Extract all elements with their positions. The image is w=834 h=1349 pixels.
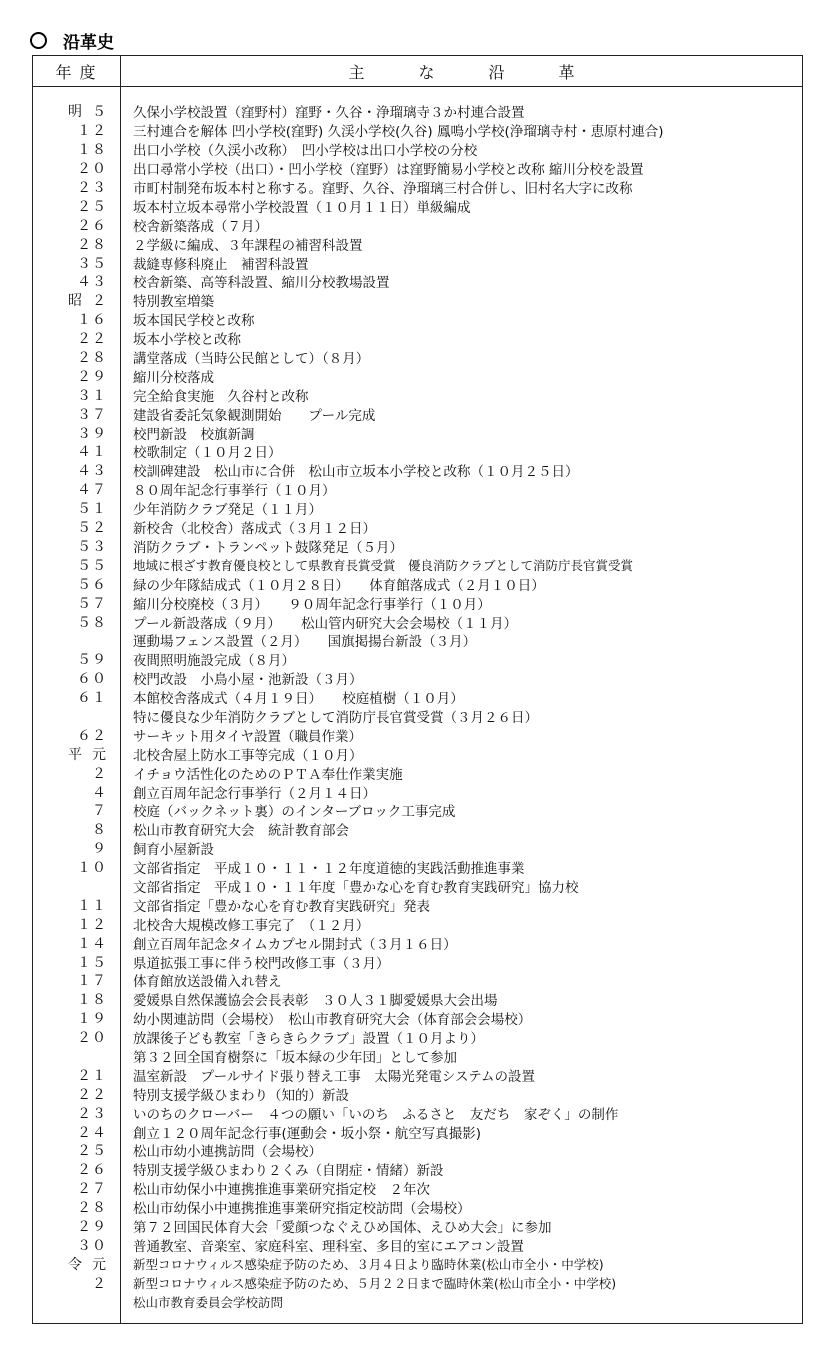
row-event: 飼育小屋新設 bbox=[133, 842, 214, 859]
row-year-number: １８ bbox=[77, 142, 107, 159]
table-row bbox=[32, 782, 803, 801]
row-event: 坂本村立坂本尋常小学校設置（１０月１１日）単級編成 bbox=[133, 199, 471, 216]
row-year-number: ９ bbox=[92, 841, 107, 858]
row-event: 文部省指定 平成１０・１１年度「豊かな心を育む教育実践研究」協力校 bbox=[133, 879, 579, 896]
row-year bbox=[32, 668, 107, 688]
row-event: 校訓碑建設 松山市に合併 松山市立坂本小学校と改称（１０月２５日） bbox=[133, 464, 579, 481]
row-year-number: １５ bbox=[77, 954, 107, 971]
table-row bbox=[32, 272, 803, 291]
row-year bbox=[32, 763, 107, 783]
title-text: 沿革史 bbox=[63, 32, 114, 53]
row-event: 創立百周年記念タイムカプセル開封式（３月１６日） bbox=[133, 936, 457, 953]
row-year-number: 元 bbox=[92, 746, 107, 763]
row-year-number: １９ bbox=[77, 1011, 107, 1028]
row-event: 校門新設 校旗新調 bbox=[133, 426, 255, 443]
row-year-number: ２０ bbox=[77, 161, 107, 178]
row-year bbox=[32, 1084, 107, 1104]
table-row bbox=[32, 763, 803, 782]
row-event: 創立百周年記念行事挙行（２月１４日） bbox=[133, 785, 376, 802]
table-row bbox=[32, 1028, 803, 1047]
table-row bbox=[32, 215, 803, 234]
table-row bbox=[32, 234, 803, 253]
row-year bbox=[32, 158, 107, 178]
row-year-number: ３９ bbox=[77, 425, 107, 442]
row-year bbox=[32, 819, 107, 839]
row-era: 令 bbox=[68, 1256, 92, 1273]
row-event: 消防クラブ・トランペット鼓隊発足（５月） bbox=[133, 539, 403, 556]
row-year-number: ３７ bbox=[77, 406, 107, 423]
row-event: ２学級に編成、３年課程の補習科設置 bbox=[133, 237, 363, 254]
row-year-number: ２０ bbox=[77, 1030, 107, 1047]
row-year-number: ４１ bbox=[77, 444, 107, 461]
row-event: 校門改設 小鳥小屋・池新設（３月） bbox=[133, 672, 363, 689]
table-row bbox=[32, 291, 803, 310]
row-event: 校舎新築落成（７月） bbox=[133, 218, 268, 235]
table-row bbox=[32, 178, 803, 197]
row-event: 新型コロナウィルス感染症予防のため、５月２２日まで臨時休業(松山市全小・中学校) bbox=[133, 1275, 617, 1291]
table-row bbox=[32, 442, 803, 461]
row-event: 特別教室増築 bbox=[133, 294, 214, 311]
row-year-number: ２５ bbox=[77, 198, 107, 215]
table-row bbox=[32, 877, 803, 896]
table-row bbox=[32, 574, 803, 593]
row-year-number: ２２ bbox=[77, 1086, 107, 1103]
header-events bbox=[121, 56, 802, 86]
header-events-char: 沿 bbox=[488, 62, 505, 82]
row-year bbox=[32, 895, 107, 915]
row-year bbox=[32, 744, 107, 764]
row-event: サーキット用タイヤ設置（職員作業） bbox=[133, 728, 362, 745]
row-year-number: ２５ bbox=[77, 1143, 107, 1160]
row-event: いのちのクローバー ４つの願い「いのち ふるさと 友だち 家ぞく」の制作 bbox=[133, 1106, 619, 1123]
row-year bbox=[32, 215, 107, 235]
row-event: 校歌制定（１０月２日） bbox=[133, 445, 282, 462]
row-year bbox=[32, 1178, 107, 1198]
row-event: 創立１２０周年記念行事(運動会・坂小祭・航空写真撮影) bbox=[133, 1125, 482, 1142]
row-event: 本館校舎落成式（４月１９日） 校庭植樹（１０月） bbox=[133, 691, 464, 708]
row-year-number: １２ bbox=[77, 123, 107, 140]
row-event: 特に優良な少年消防クラブとして消防庁長官賞受賞（３月２６日） bbox=[133, 709, 538, 726]
row-year bbox=[32, 120, 107, 140]
table-row bbox=[32, 1179, 803, 1198]
row-year-number: １０ bbox=[77, 860, 107, 877]
table-row bbox=[32, 310, 803, 329]
row-year bbox=[32, 952, 107, 972]
table-row bbox=[32, 404, 803, 423]
row-event: 坂本国民学校と改称 bbox=[133, 313, 255, 330]
row-year-number: ３５ bbox=[77, 255, 107, 272]
row-event: 放課後子ども教室「きらきらクラブ」設置（１０月より） bbox=[133, 1031, 484, 1048]
row-event: 第３２回全国育樹祭に「坂本緑の少年団」として参加 bbox=[133, 1049, 457, 1066]
row-era: 平 bbox=[68, 746, 92, 763]
header-year: 年度 bbox=[55, 62, 104, 82]
row-year bbox=[32, 1065, 107, 1085]
table-row bbox=[32, 1047, 803, 1066]
row-event: 夜間照明施設完成（８月） bbox=[133, 653, 295, 670]
row-event: 三村連合を解体 凹小学校(窪野) 久渓小学校(久谷) 鳳鳴小学校(浄瑠璃寺村・恵原村連合) bbox=[133, 124, 664, 141]
row-year bbox=[32, 479, 107, 499]
row-year-number: １２ bbox=[77, 916, 107, 933]
row-event: 地域に根ざす教育優良校として県教育長賞受賞 優良消防クラブとして消防庁長官賞受賞 bbox=[133, 557, 634, 573]
row-event: プール新設落成（９月） 松山管内研究大会会場校（１１月） bbox=[133, 615, 518, 632]
row-year bbox=[32, 498, 107, 518]
table-row bbox=[32, 1084, 803, 1103]
row-year-number: ２６ bbox=[77, 1162, 107, 1179]
table-row bbox=[32, 631, 803, 650]
row-year bbox=[32, 1159, 107, 1179]
table-row bbox=[32, 612, 803, 631]
row-year-number: 元 bbox=[92, 1256, 107, 1273]
row-year-number: ４３ bbox=[77, 463, 107, 480]
row-year-number: ２２ bbox=[77, 331, 107, 348]
table-row bbox=[32, 536, 803, 555]
row-year bbox=[32, 1140, 107, 1160]
row-event: 新型コロナウィルス感染症予防のため、３月４日より臨時休業(松山市全小・中学校) bbox=[133, 1256, 604, 1272]
row-event: 県道拡張工事に伴う校門改修工事（３月） bbox=[133, 955, 390, 972]
row-year-number: ２８ bbox=[77, 1200, 107, 1217]
row-year bbox=[32, 838, 107, 858]
table-row bbox=[32, 650, 803, 669]
row-event: 緑の少年隊結成式（１０月２８日） 体育館落成式（２月１０日） bbox=[133, 577, 545, 594]
row-year bbox=[32, 404, 107, 424]
table-row bbox=[32, 839, 803, 858]
row-year-number: ２７ bbox=[77, 1181, 107, 1198]
row-year-number: ５２ bbox=[77, 520, 107, 537]
row-event: 講堂落成（当時公民館として）（８月） bbox=[133, 351, 370, 368]
row-year-number: ７ bbox=[92, 803, 107, 820]
table-row bbox=[32, 990, 803, 1009]
row-year-number: ２ bbox=[92, 293, 107, 310]
table-row bbox=[32, 518, 803, 537]
row-year bbox=[32, 253, 107, 273]
row-year-number: １４ bbox=[77, 935, 107, 952]
row-event: 完全給食実施 久谷村と改称 bbox=[133, 388, 309, 405]
table-row bbox=[32, 555, 803, 574]
row-year bbox=[32, 1273, 107, 1293]
header-events-char: 主 bbox=[348, 62, 365, 82]
row-year bbox=[32, 1197, 107, 1217]
row-year bbox=[32, 800, 107, 820]
row-year bbox=[32, 517, 107, 537]
row-event: 松山市幼小連携訪問（会場校） bbox=[133, 1144, 322, 1161]
row-event: 文部省指定 平成１０・１１・１２年度道徳的実践活動推進事業 bbox=[133, 861, 525, 878]
row-year-number: ２４ bbox=[77, 1124, 107, 1141]
row-year bbox=[32, 574, 107, 594]
row-event: 温室新設 プールサイド張り替え工事 太陽光発電システムの設置 bbox=[133, 1068, 536, 1085]
row-event: 松山市教育委員会学校訪問 bbox=[133, 1294, 284, 1310]
table-row bbox=[32, 688, 803, 707]
row-year bbox=[32, 139, 107, 159]
row-year bbox=[32, 687, 107, 707]
row-year-number: ２３ bbox=[77, 1105, 107, 1122]
header-events-char: 革 bbox=[558, 62, 575, 82]
row-year-number: ５３ bbox=[77, 538, 107, 555]
table-row bbox=[32, 348, 803, 367]
row-year bbox=[32, 649, 107, 669]
row-year-number: ６２ bbox=[77, 727, 107, 744]
row-event: ８０周年記念行事挙行（１０月） bbox=[133, 483, 336, 500]
row-year-number: ２８ bbox=[77, 236, 107, 253]
row-year-number: １６ bbox=[77, 312, 107, 329]
row-year-number: ２ bbox=[92, 765, 107, 782]
row-year-number: １７ bbox=[77, 973, 107, 990]
row-year bbox=[32, 271, 107, 291]
table-row bbox=[32, 1103, 803, 1122]
table-row bbox=[32, 725, 803, 744]
row-year-number: ３０ bbox=[77, 1237, 107, 1254]
row-event: 運動場フェンス設置（２月） 国旗掲揚台新設（３月） bbox=[133, 634, 477, 651]
row-event: 新校舎（北校舎）落成式（３月１２日） bbox=[133, 521, 376, 538]
row-year-number: ３１ bbox=[77, 387, 107, 404]
header-divider bbox=[32, 86, 803, 87]
table-row bbox=[32, 820, 803, 839]
row-year bbox=[32, 1216, 107, 1236]
row-year bbox=[32, 1027, 107, 1047]
row-year bbox=[32, 101, 107, 121]
table-row bbox=[32, 1141, 803, 1160]
row-event: 裁縫専修科廃止 補習科設置 bbox=[133, 256, 309, 273]
table-row bbox=[32, 707, 803, 726]
row-year bbox=[32, 366, 107, 386]
row-event: 建設省委託気象観測開始 プール完成 bbox=[133, 407, 376, 424]
row-event: 校庭（バックネット裏）のインターブロック工事完成 bbox=[133, 804, 456, 821]
row-year-number: ８ bbox=[92, 822, 107, 839]
row-year bbox=[32, 290, 107, 310]
row-event: 縮川分校落成 bbox=[133, 369, 214, 386]
row-year-number: ６１ bbox=[77, 690, 107, 707]
table-row bbox=[32, 366, 803, 385]
table-row bbox=[32, 914, 803, 933]
row-event: 縮川分校廃校（３月） ９０周年記念行事挙行（１０月） bbox=[133, 596, 491, 613]
row-year-number: ２９ bbox=[77, 368, 107, 385]
row-event: 市町村制発布坂本村と称する。窪野、久谷、浄瑠璃三村合併し、旧村名大字に改称 bbox=[133, 181, 633, 198]
row-year bbox=[32, 593, 107, 613]
row-year bbox=[32, 1008, 107, 1028]
table-row bbox=[32, 971, 803, 990]
table-row bbox=[32, 669, 803, 688]
row-year bbox=[32, 782, 107, 802]
row-year bbox=[32, 328, 107, 348]
row-year bbox=[32, 177, 107, 197]
table-row bbox=[32, 801, 803, 820]
table-row bbox=[32, 1292, 803, 1311]
row-year bbox=[32, 933, 107, 953]
row-event: 坂本小学校と改称 bbox=[133, 332, 241, 349]
row-year-number: ４７ bbox=[77, 482, 107, 499]
table-row bbox=[32, 140, 803, 159]
row-year-number: １１ bbox=[77, 897, 107, 914]
row-year-number: ４３ bbox=[77, 274, 107, 291]
history-rows bbox=[32, 102, 803, 1311]
row-year bbox=[32, 970, 107, 990]
table-row bbox=[32, 1198, 803, 1217]
table-row bbox=[32, 593, 803, 612]
row-year bbox=[32, 385, 107, 405]
row-year-number: ２６ bbox=[77, 217, 107, 234]
row-event: 少年消防クラブ発足（１１月） bbox=[133, 502, 322, 519]
table-row bbox=[32, 253, 803, 272]
table-row bbox=[32, 1065, 803, 1084]
row-year bbox=[32, 196, 107, 216]
row-year bbox=[32, 536, 107, 556]
row-year bbox=[32, 347, 107, 367]
table-row bbox=[32, 102, 803, 121]
table-row bbox=[32, 499, 803, 518]
table-row bbox=[32, 480, 803, 499]
row-year-number: ４ bbox=[92, 784, 107, 801]
row-event: 出口小学校（久渓小改称） 凹小学校は出口小学校の分校 bbox=[133, 143, 478, 160]
table-row bbox=[32, 1217, 803, 1236]
row-year bbox=[32, 914, 107, 934]
row-event: 松山市幼保小中連携推進事業研究指定校 ２年次 bbox=[133, 1182, 430, 1199]
table-row bbox=[32, 1273, 803, 1292]
row-event: 普通教室、音楽室、家庭科室、理科室、多目的室にエアコン設置 bbox=[133, 1238, 524, 1255]
row-event: 久保小学校設置（窪野村）窪野・久谷・浄瑠璃寺３か村連合設置 bbox=[133, 105, 525, 122]
table-row bbox=[32, 1254, 803, 1273]
row-event: 校舎新築、高等科設置、縮川分校教場設置 bbox=[133, 275, 390, 292]
row-year bbox=[32, 1122, 107, 1142]
row-event: 文部省指定「豊かな心を育む教育実践研究」発表 bbox=[133, 898, 430, 915]
row-year-number: ２ bbox=[92, 1275, 107, 1292]
row-year bbox=[32, 423, 107, 443]
table-row bbox=[32, 858, 803, 877]
table-row bbox=[32, 159, 803, 178]
table-row bbox=[32, 895, 803, 914]
row-year bbox=[32, 1235, 107, 1255]
row-era: 明 bbox=[68, 104, 92, 121]
table-row bbox=[32, 933, 803, 952]
row-year-number: ５１ bbox=[77, 501, 107, 518]
row-year bbox=[32, 441, 107, 461]
circle-icon bbox=[30, 32, 47, 49]
table-row bbox=[32, 461, 803, 480]
row-event: 北校舎屋上防水工事等完成（１０月） bbox=[133, 747, 363, 764]
row-year-number: １８ bbox=[77, 992, 107, 1009]
table-row bbox=[32, 121, 803, 140]
row-year bbox=[32, 234, 107, 254]
row-event: 松山市教育研究大会 統計教育部会 bbox=[133, 823, 349, 840]
table-row bbox=[32, 423, 803, 442]
page-title bbox=[30, 26, 114, 54]
row-year bbox=[32, 612, 107, 632]
row-event: 出口尋常小学校（出口）・凹小学校（窪野）は窪野簡易小学校と改称 縮川分校を設置 bbox=[133, 162, 644, 179]
row-year-number: ２８ bbox=[77, 350, 107, 367]
row-year-number: ５５ bbox=[77, 557, 107, 574]
row-year-number: ５８ bbox=[77, 614, 107, 631]
row-year-number: ２３ bbox=[77, 180, 107, 197]
table-row bbox=[32, 952, 803, 971]
row-year bbox=[32, 309, 107, 329]
row-event: 特別支援学級ひまわり（知的）新設 bbox=[133, 1087, 349, 1104]
row-year-number: ２９ bbox=[77, 1219, 107, 1235]
row-year-number: ５７ bbox=[77, 595, 107, 612]
row-year bbox=[32, 725, 107, 745]
table-row bbox=[32, 1009, 803, 1028]
table-row bbox=[32, 1235, 803, 1254]
row-year bbox=[32, 555, 107, 575]
row-year-number: ２１ bbox=[77, 1067, 107, 1084]
row-year bbox=[32, 1103, 107, 1123]
table-row bbox=[32, 385, 803, 404]
header-events-char: な bbox=[418, 62, 435, 82]
row-year-number: ６０ bbox=[77, 671, 107, 688]
row-year bbox=[32, 857, 107, 877]
row-year bbox=[32, 989, 107, 1009]
table-row bbox=[32, 196, 803, 215]
table-row bbox=[32, 1122, 803, 1141]
table-row bbox=[32, 1160, 803, 1179]
row-year bbox=[32, 1254, 107, 1274]
row-year-number: ５９ bbox=[77, 652, 107, 669]
row-event: 特別支援学級ひまわり２くみ（自閉症・情緒）新設 bbox=[133, 1163, 444, 1180]
row-event: 愛媛県自然保護協会会長表彰 ３０人３１脚愛媛県大会出場 bbox=[133, 993, 498, 1010]
row-event: 北校舎大規模改修工事完了 （１２月） bbox=[133, 917, 370, 934]
table-row bbox=[32, 744, 803, 763]
row-event: イチョウ活性化のためのＰＴＡ奉仕作業実施 bbox=[133, 766, 403, 783]
row-event: 幼小関連訪問（会場校） 松山市教育研究大会（体育部会会場校） bbox=[133, 1012, 532, 1029]
row-year-number: ５ bbox=[92, 104, 107, 121]
row-era: 昭 bbox=[68, 293, 92, 310]
row-event: 第７２回国民体育大会「愛顔つなぐえひめ国体、えひめ大会」に参加 bbox=[133, 1220, 552, 1236]
table-row bbox=[32, 329, 803, 348]
row-year-number: ５６ bbox=[77, 576, 107, 593]
row-event: 体育館放送設備入れ替え bbox=[133, 974, 282, 991]
row-year bbox=[32, 460, 107, 480]
row-event: 松山市幼保小中連携推進事業研究指定校訪問（会場校） bbox=[133, 1201, 471, 1218]
